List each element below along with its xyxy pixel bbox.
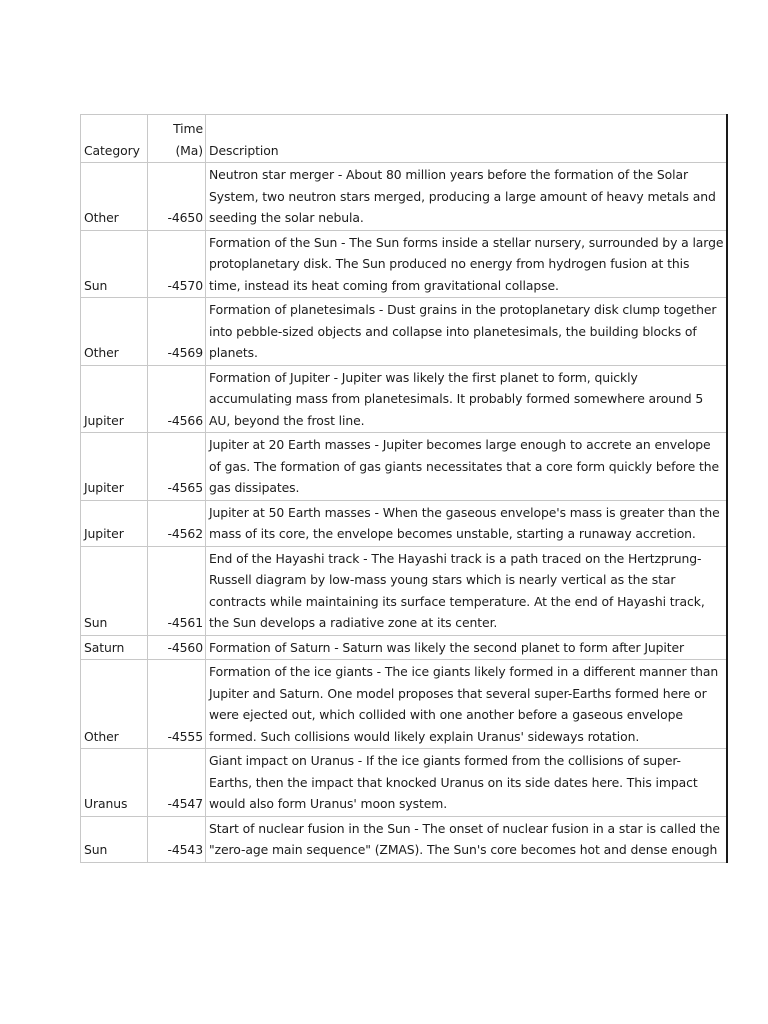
time-cell: -4543	[148, 816, 206, 862]
header-time-line1: Time	[173, 121, 203, 136]
description-cell: Giant impact on Uranus - If the ice giants formed from the collisions of super-Earths, then the impact that knocked Uranus on its side dates here. This impact would also form Uranus' moon system.	[206, 749, 727, 817]
category-cell: Uranus	[81, 749, 148, 817]
category-cell: Other	[81, 298, 148, 366]
table-row	[81, 660, 727, 749]
table-body	[81, 163, 727, 863]
description-cell: Neutron star merger - About 80 million years before the formation of the Solar System, two neutron stars merged, producing a large amount of heavy metals and seeding the solar nebula.	[206, 163, 727, 231]
category-cell: Jupiter	[81, 500, 148, 546]
table-row	[81, 433, 727, 501]
category-cell: Other	[81, 660, 148, 749]
time-cell: -4555	[148, 660, 206, 749]
table-row	[81, 546, 727, 635]
table-row	[81, 500, 727, 546]
header-time-line2: (Ma)	[175, 142, 203, 158]
description-cell: Formation of planetesimals - Dust grains in the protoplanetary disk clump together into pebble-sized objects and collapse into planetesimals, the building blocks of planets.	[206, 298, 727, 366]
category-cell: Other	[81, 163, 148, 231]
description-cell: Formation of Jupiter - Jupiter was likely the first planet to form, quickly accumulating mass from planetesimals. It probably formed somewhere around 5 AU, beyond the frost line.	[206, 365, 727, 433]
table-row	[81, 749, 727, 817]
time-cell: -4569	[148, 298, 206, 366]
time-cell: -4547	[148, 749, 206, 817]
table-row	[81, 365, 727, 433]
table-row	[81, 816, 727, 862]
category-cell: Jupiter	[81, 365, 148, 433]
time-cell: -4561	[148, 546, 206, 635]
description-cell: Start of nuclear fusion in the Sun - The onset of nuclear fusion in a star is called the "zero-age main sequence" (ZMAS). The Sun's core becomes hot and dense enough	[206, 816, 727, 862]
time-cell: -4650	[148, 163, 206, 231]
category-cell: Saturn	[81, 635, 148, 660]
table-row	[81, 635, 727, 660]
solar-system-timeline-table	[80, 114, 728, 863]
header-category: Category	[81, 115, 148, 163]
description-cell: End of the Hayashi track - The Hayashi track is a path traced on the Hertzprung-Russell diagram by low-mass young stars which is nearly vertical as the star contracts while maintaining its surface temperature. At the end of Hayashi track, the Sun develops a radiative zone at its center.	[206, 546, 727, 635]
table-row	[81, 230, 727, 298]
time-cell: -4570	[148, 230, 206, 298]
time-cell: -4560	[148, 635, 206, 660]
category-cell: Sun	[81, 230, 148, 298]
category-cell: Sun	[81, 546, 148, 635]
header-description: Description	[206, 115, 727, 163]
table-header	[81, 115, 727, 163]
header-row	[81, 115, 727, 163]
description-cell: Jupiter at 50 Earth masses - When the gaseous envelope's mass is greater than the mass of its core, the envelope becomes unstable, starting a runaway accretion.	[206, 500, 727, 546]
description-cell: Formation of the Sun - The Sun forms inside a stellar nursery, surrounded by a large protoplanetary disk. The Sun produced no energy from hydrogen fusion at this time, instead its heat coming from gravitational collapse.	[206, 230, 727, 298]
description-cell: Formation of Saturn - Saturn was likely the second planet to form after Jupiter	[206, 635, 727, 660]
category-cell: Sun	[81, 816, 148, 862]
category-cell: Jupiter	[81, 433, 148, 501]
time-cell: -4566	[148, 365, 206, 433]
description-cell: Jupiter at 20 Earth masses - Jupiter becomes large enough to accrete an envelope of gas. The formation of gas giants necessitates that a core form quickly before the gas dissipates.	[206, 433, 727, 501]
time-cell: -4565	[148, 433, 206, 501]
table-row	[81, 298, 727, 366]
table-row	[81, 163, 727, 231]
time-cell: -4562	[148, 500, 206, 546]
description-cell: Formation of the ice giants - The ice giants likely formed in a different manner than Jupiter and Saturn. One model proposes that several super-Earths formed here or were ejected out, which collided with one another before a gaseous envelope formed. Such collisions would likely explain Uranus' sideways rotation.	[206, 660, 727, 749]
header-time	[148, 115, 206, 163]
